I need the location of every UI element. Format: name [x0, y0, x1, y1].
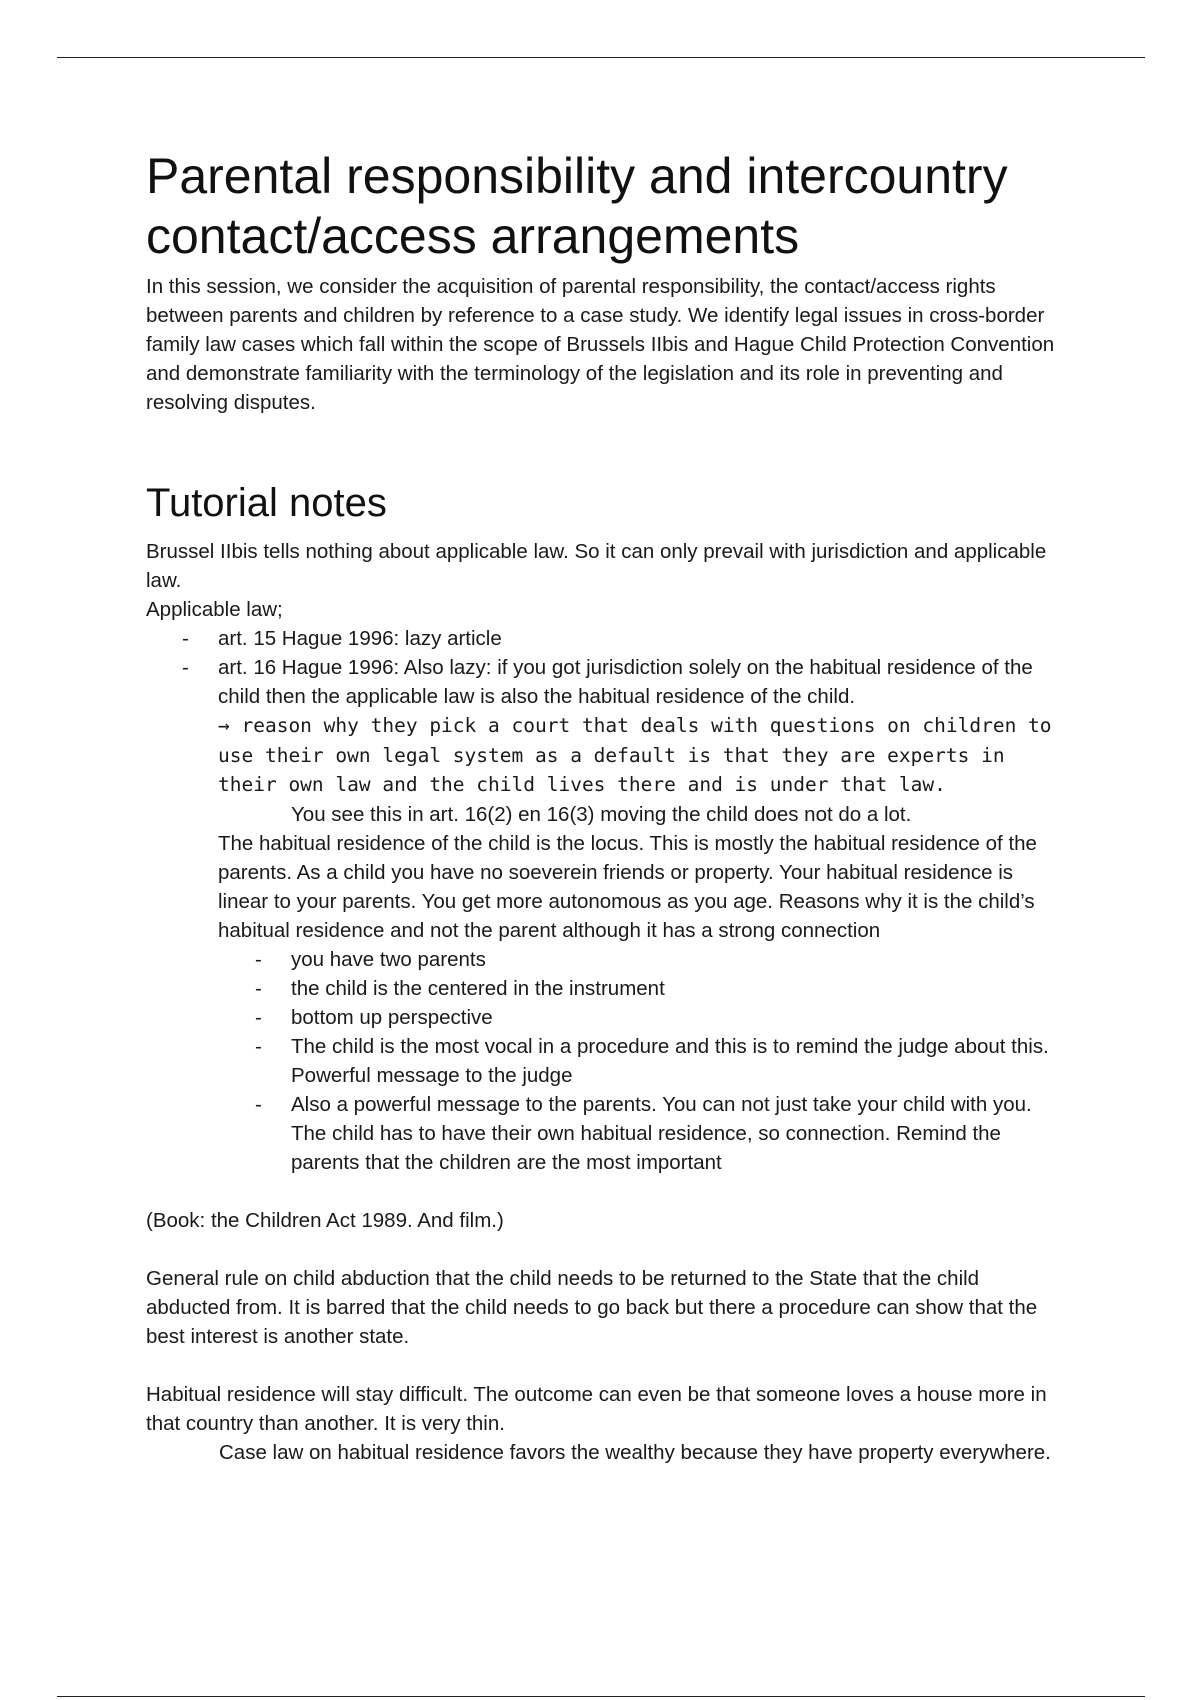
dash-marker: - [255, 947, 262, 971]
dash-marker: - [255, 1005, 262, 1029]
dash-marker: - [182, 627, 189, 650]
list-item [146, 624, 1056, 653]
section-spacer [146, 417, 1056, 479]
dash-marker: - [255, 1092, 262, 1116]
reason-note: → reason why they pick a court that deals with questions on children to use their own legal system as a default is that they are experts in their own law and the child lives there and is under that law. [218, 714, 1052, 796]
list-item-text: you have two parents [291, 947, 486, 971]
blank-line [146, 1177, 1056, 1206]
list-item-text: the child is the centered in the instrument [291, 976, 665, 1000]
tutorial-notes [146, 537, 1056, 1467]
blank-line [146, 1235, 1056, 1264]
brussels-paragraph: Brussel IIbis tells nothing about applicable law. So it can only prevail with jurisdiction and applicable law. [146, 540, 1047, 592]
blank-line [146, 1351, 1056, 1380]
applicable-law-label: Applicable law; [146, 598, 283, 621]
list-item [146, 653, 1056, 711]
dash-marker: - [255, 1034, 262, 1058]
list-item-text: The child is the most vocal in a procedure and this is to remind the judge about this. Powerful message to the judge [291, 1034, 1049, 1087]
habitual-residence-paragraph: The habitual residence of the child is the locus. This is mostly the habitual residence of the parents. As a child you have no soeverein friends or property. Your habitual residence is linear to your parents. You get more autonomous as you age. Reasons why it is the child’s habitual residence and not the parent although it has a strong connection [218, 831, 1037, 942]
applicable-law-list [146, 624, 1056, 711]
list-item [218, 974, 1056, 1003]
list-item-text: art. 16 Hague 1996: Also lazy: if you got jurisdiction solely on the habitual residence of the child then the applicable law is also the habitual residence of the child. [218, 656, 1033, 708]
intro-paragraph: In this session, we consider the acquisition of parental responsibility, the contact/access rights between parents and children by reference to a case study. We identify legal issues in cross-border family law cases which fall within the scope of Brussels IIbis and Hague Child Protection Convention and demonstrate familiarity with the terminology of the legislation and its role in preventing and resolving disputes. [146, 275, 1055, 414]
case-law-paragraph: Case law on habitual residence favors the wealthy because they have property everywhere. [219, 1440, 1051, 1464]
abduction-paragraph: General rule on child abduction that the child needs to be returned to the State that the child abducted from. It is barred that the child needs to go back but there a procedure can show that the best interest is another state. [146, 1266, 1038, 1348]
list-item-text: Also a powerful message to the parents. You can not just take your child with you. The child has to have their own habitual residence, so connection. Remind the parents that the children are the most important [291, 1092, 1032, 1174]
list-item [218, 1032, 1056, 1090]
habitual-difficult-paragraph: Habitual residence will stay difficult. The outcome can even be that someone loves a house more in that country than another. It is very thin. [146, 1382, 1047, 1435]
dash-marker: - [255, 976, 262, 1000]
section-heading-tutorial: Tutorial notes [146, 481, 387, 525]
list-item [218, 1003, 1056, 1032]
document-body [146, 146, 1056, 1467]
reasons-list [218, 945, 1056, 1177]
article-note: You see this in art. 16(2) en 16(3) moving the child does not do a lot. [291, 802, 912, 826]
book-note: (Book: the Children Act 1989. And film.) [146, 1208, 504, 1232]
top-rule [57, 57, 1145, 58]
page-title: Parental responsibility and intercountry contact/access arrangements [146, 148, 1008, 264]
list-item-text: art. 15 Hague 1996: lazy article [218, 627, 502, 650]
list-item [218, 945, 1056, 974]
list-item-text: bottom up perspective [291, 1005, 493, 1029]
list-item [218, 1090, 1056, 1177]
bottom-rule [57, 1696, 1145, 1697]
dash-marker: - [182, 656, 189, 679]
